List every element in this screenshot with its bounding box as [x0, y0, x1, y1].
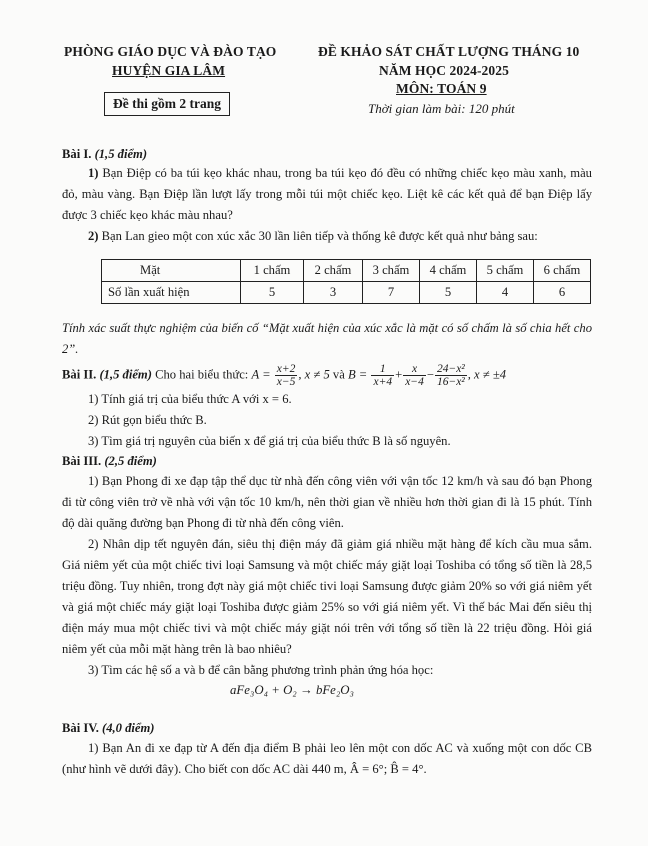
- table-cell: 7: [363, 282, 420, 304]
- section-2-intro: Cho hai biểu thức:: [155, 367, 249, 382]
- section-1-points: (1,5 điểm): [94, 147, 148, 161]
- dice-table: [101, 259, 591, 304]
- subject: MÔN: TOÁN 9: [396, 81, 487, 96]
- expr-b-condition: , x ≠ ±4: [467, 367, 507, 382]
- section-3-question-3: 3) Tìm các hệ số a và b để cân bằng phương trình phản ứng hóa học:: [88, 663, 434, 677]
- table-cell: 5: [420, 282, 477, 304]
- school-year: NĂM HỌC 2024-2025: [379, 63, 509, 78]
- department-name: PHÒNG GIÁO DỤC VÀ ĐÀO TẠO: [64, 44, 277, 59]
- section-1-heading: [62, 144, 147, 165]
- section-3-question-2: [62, 534, 592, 660]
- section-3-points: (2,5 điểm): [104, 454, 157, 468]
- pages-note-box: Đề thi gồm 2 trang: [104, 92, 230, 116]
- frac-num: x+2: [276, 363, 296, 375]
- q-text: Bạn Lan gieo một con xúc xắc 30 lần liên tiếp và thống kê được kết quả như bảng sau:: [101, 229, 538, 243]
- expr-b-label: B =: [347, 367, 368, 382]
- section-2-question-1: 1) Tính giá trị của biểu thức A với x = 6.: [88, 392, 292, 406]
- frac-den: x+4: [373, 376, 393, 388]
- table-cell: Mặt: [102, 260, 241, 282]
- exam-title: ĐỀ KHẢO SÁT CHẤT LƯỢNG THÁNG 10: [318, 44, 580, 59]
- section-4-question-1: [62, 738, 592, 780]
- section-2-question-3: 3) Tìm giá trị nguyên của biến x để giá trị của biểu thức B là số nguyên.: [88, 434, 451, 448]
- table-cell: 5 chấm: [477, 260, 534, 282]
- section-4-title: Bài IV.: [62, 721, 99, 735]
- frac-den: x−4: [405, 376, 424, 388]
- q-text: 1) Bạn An đi xe đạp từ A đến địa điểm B phải leo lên một con dốc AC và xuống một con dốc CB (như hình vẽ dưới đây). Cho biết con dốc AC dài 440 m, Â = 6°; B̂ = 4°.: [62, 741, 592, 776]
- fraction-a: [275, 363, 298, 388]
- section-1-table-question: Tính xác suất thực nghiệm của biến cố “Mặt xuất hiện của xúc xắc là mặt có số chấm là số chia hết cho 2”.: [62, 321, 592, 356]
- frac-num: 1: [371, 363, 394, 376]
- frac-num: x: [403, 363, 426, 376]
- section-2-points: (1,5 điểm): [99, 367, 152, 382]
- fraction-b1: [371, 363, 394, 388]
- section-4-heading: [62, 718, 155, 739]
- section-2-heading: Bài II. (1,5 điểm) Cho hai biểu thức: A = $\frac{x+2}{x-5}$ , x ≠ 5 và B = $\frac{1}{x+4}$ + $\frac{x}{x-4}$ − $\frac{\text{24−x²}}{\text{16−x²}}$ , x ≠ ±4: [62, 363, 507, 388]
- q-text: 2) Nhân dịp tết nguyên đán, siêu thị điện máy đã giảm giá nhiều mặt hàng để kích cầu mua sắm. Giá niêm yết của một chiếc tivi loại Samsung và một chiếc máy giặt loại Toshiba có tổng số tiền là 28,5 triệu đồng. Tuy nhiên, trong đợt này giá một chiếc tivi loại Samsung được giảm 20% so với giá niêm yết và giá một chiếc máy giặt loại Toshiba được giảm 25% so với giá niêm yết. Vì thế bác Mai đến siêu thị điện máy mua một chiếc tivi và một chiếc máy giặt nói trên với tổng số tiền là 22 triệu đồng. Hỏi giá niêm yết của mỗi mặt hàng trên là bao nhiêu?: [62, 537, 592, 656]
- q-text: Bạn Điệp có ba túi kẹo khác nhau, trong ba túi kẹo đó đều có những chiếc kẹo màu xanh, màu đỏ, màu vàng. Bạn Điệp lần lượt lấy trong mỗi túi một chiếc kẹo. Liệt kê các kết quả để bạn Điệp lấy được 3 chiếc kẹo khác màu nhau?: [62, 166, 592, 222]
- frac-num: 24−x²: [436, 363, 465, 375]
- frac-den: 16−x²: [436, 376, 465, 388]
- section-1-question-1: [62, 163, 592, 226]
- section-1-title: Bài I.: [62, 147, 92, 161]
- chemical-equation: aFe₃O₄ + O₂ → bFe₂O₃: [230, 683, 354, 697]
- q-text: 1) Bạn Phong đi xe đạp tập thể dục từ nhà đến công viên với vận tốc 12 km/h và sau đó bạn Phong đi từ công viên trở về nhà với vận tốc 10 km/h, nên thời gian về nhiều hơn thời gian đi là 15 phút. Tính độ dài quãng đường bạn Phong đi từ nhà đến công viên.: [62, 474, 592, 530]
- duration: Thời gian làm bài: 120 phút: [368, 101, 515, 116]
- table-cell: 1 chấm: [241, 260, 304, 282]
- section-3-question-1: [62, 471, 592, 534]
- table-cell: 4: [477, 282, 534, 304]
- table-cell: 2 chấm: [304, 260, 363, 282]
- q-number: 1): [88, 166, 99, 180]
- fraction-b2: [403, 363, 426, 388]
- table-header-row: [102, 260, 591, 282]
- section-1-question-2: [62, 226, 592, 247]
- section-2-title: Bài II.: [62, 367, 97, 382]
- table-cell: 3 chấm: [363, 260, 420, 282]
- section-3-title: Bài III.: [62, 454, 102, 468]
- frac-den: x−5: [276, 376, 296, 388]
- table-cell: Số lần xuất hiện: [102, 282, 241, 304]
- expr-a-condition: , x ≠ 5: [298, 367, 330, 382]
- q-number: 2): [88, 229, 99, 243]
- table-cell: 3: [304, 282, 363, 304]
- table-cell: 5: [241, 282, 304, 304]
- district-name: HUYỆN GIA LÂM: [112, 63, 226, 78]
- section-3-heading: [62, 451, 157, 472]
- section-4-points: (4,0 điểm): [102, 721, 155, 735]
- section-2-question-2: 2) Rút gọn biểu thức B.: [88, 413, 207, 427]
- table-cell: 4 chấm: [420, 260, 477, 282]
- and-word: và: [332, 367, 345, 382]
- table-cell: 6: [534, 282, 591, 304]
- table-cell: 6 chấm: [534, 260, 591, 282]
- table-row: [102, 282, 591, 304]
- fraction-b3: [435, 363, 467, 388]
- expr-a-label: A =: [251, 367, 271, 382]
